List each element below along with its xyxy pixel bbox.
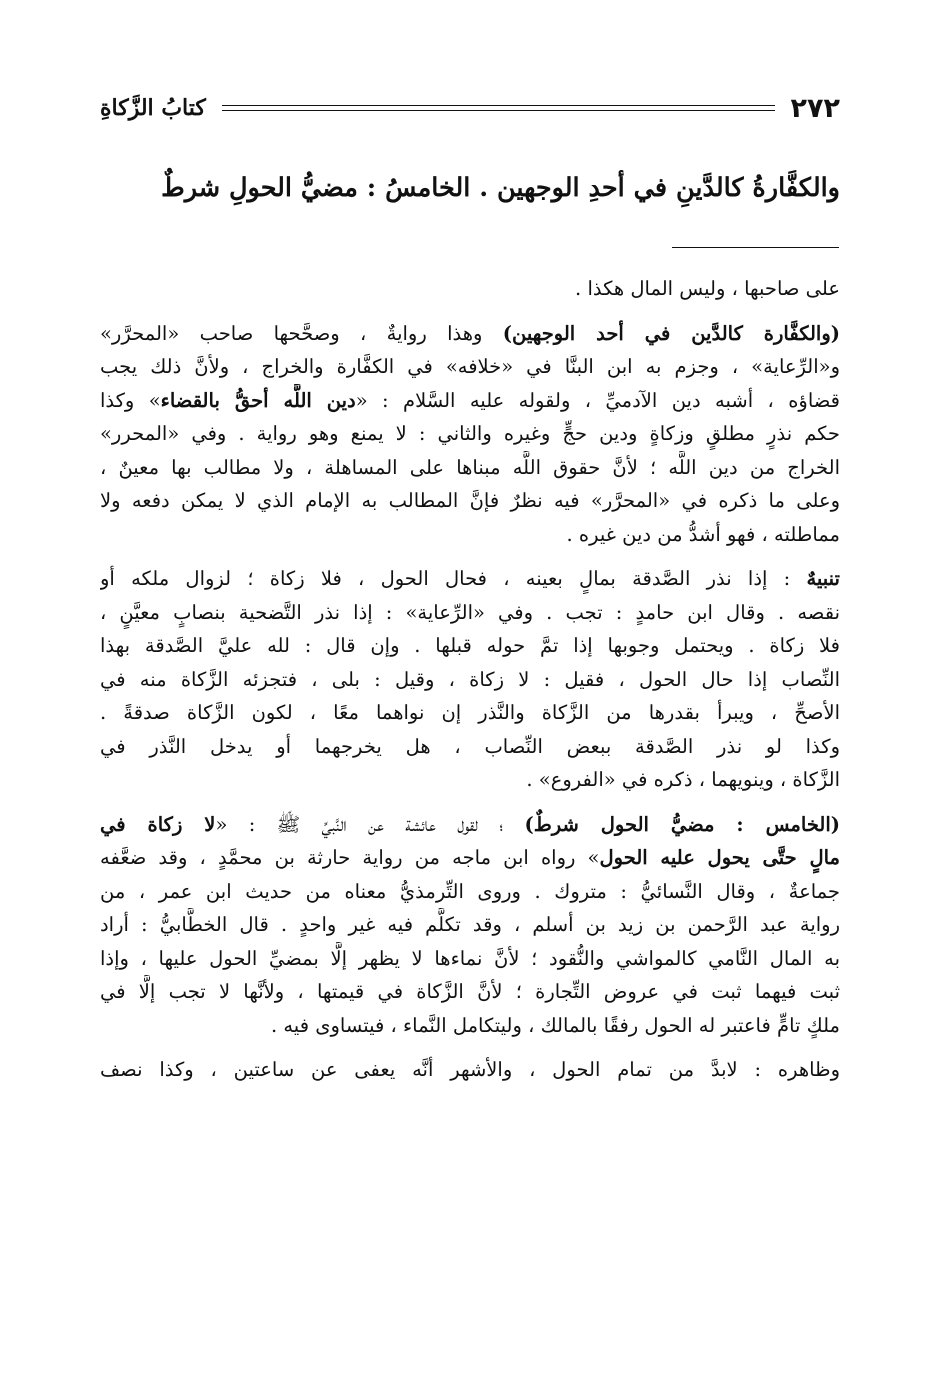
bold-segment: (الخامس : مضيُّ الحول شرطٌ) xyxy=(524,812,840,836)
bold-segment: دين اللَّه أحقُّ بالقضاء xyxy=(160,388,356,412)
text-line xyxy=(100,350,840,384)
bold-segment: تنبيهٌ xyxy=(806,567,840,590)
paragraph xyxy=(100,562,840,797)
text-line xyxy=(100,384,840,418)
text-segment: وعلى ما ذكره في «المحرَّر» فيه نظرٌ فإنَّ المطالب به الإمام الذي لا يمكن دفعه ولا xyxy=(100,489,840,512)
bold-segment: (والكفَّارة كالدَّين في أحد الوجهين) xyxy=(502,321,840,345)
text-line xyxy=(100,1009,840,1043)
text-segment: ؛ لقول عائشة عن النَّبيِّ ﷺ : « xyxy=(215,812,525,836)
text-segment: فلا زكاة . ويحتمل وجوبها إذا تمَّ حوله قبلها . وإن قال : لله عليَّ الصَّدقة بهذا xyxy=(100,634,840,657)
text-line xyxy=(100,1053,840,1087)
text-line xyxy=(100,975,840,1009)
header-rule xyxy=(222,105,775,111)
text-segment: وكذا لو نذر الصَّدقة ببعض النِّصاب ، هل يخرجهما أو يدخل النَّذر في xyxy=(100,734,840,758)
text-line xyxy=(100,596,840,630)
text-segment: قضاؤه ، أشبه دين الآدميِّ ، ولقوله عليه السَّلام : « xyxy=(355,388,840,412)
text-segment: و«الرِّعاية» ، وجزم به ابن البنَّا في «خلافه» في الكفَّارة والخراج ، ولأنَّ ذلك يجب xyxy=(100,355,840,378)
text-line xyxy=(100,272,840,306)
text-line xyxy=(100,730,840,764)
text-line xyxy=(100,484,840,518)
text-segment: جماعةٌ ، وقال النَّسائيُّ : متروك . وروى التِّرمذيُّ معناه من حديث ابن عمر ، من xyxy=(100,879,840,903)
text-line xyxy=(100,417,840,451)
text-segment: » رواه ابن ماجه من رواية حارثة بن محمَّدٍ ، وقد ضعَّفه xyxy=(100,846,600,869)
text-line xyxy=(100,451,840,485)
paragraph xyxy=(100,272,840,306)
matn-text: والكفَّارةُ كالدَّينِ في أحدِ الوجهين . الخامسُ : مضيُّ الحولِ شرطٌ xyxy=(161,173,840,203)
text-segment: وظاهره : لابدَّ من تمام الحول ، والأشهر أنَّه يعفى عن ساعتين ، وكذا نصف xyxy=(100,1058,840,1081)
text-segment: الأصحِّ ، ويبرأ بقدرها من الزَّكاة والنَّذر إن نواهما معًا ، لكون الزَّكاة صدقةً . xyxy=(100,701,840,724)
text-segment: به المال النَّامي كالمواشي والنُّقود ؛ لأنَّ نماءها لا يظهر إلَّا بمضيِّ الحول عليها ، وإذا xyxy=(100,946,840,970)
text-segment: مماطلته ، فهو أشدُّ من دين غيره . xyxy=(566,522,840,546)
bold-segment: لا زكاة في xyxy=(100,812,216,836)
text-segment: نقصه . وقال ابن حامدٍ : تجب . وفي «الرِّعاية» : إذا نذر التَّضحية بنصابٍ معيَّنٍ ، xyxy=(100,600,840,624)
page-number: ٢٧٢ xyxy=(790,92,840,124)
page-header xyxy=(100,88,840,128)
text-segment: ملكٍ تامٍّ فاعتبر له الحول رفقًا بالمالك ، وليتكامل النَّماء ، فيتساوى فيه . xyxy=(270,1013,840,1037)
text-segment: النِّصاب إذا حال الحول ، فقيل : لا زكاة ، وقيل : بلى ، فتجزئه الزَّكاة منه في xyxy=(100,667,840,691)
text-line xyxy=(100,518,840,552)
text-segment: حكم نذرٍ مطلقٍ وزكاةٍ ودين حجٍّ وغيره والثاني : لا يمنع وهو رواية . وفي «المحرر» xyxy=(100,422,840,445)
paragraph xyxy=(100,808,840,1043)
text-segment: رواية عبد الرَّحمن بن زيد بن أسلم ، وقد تكلَّم فيه غير واحدٍ . قال الخطَّابيُّ : أراد xyxy=(100,913,840,936)
text-line xyxy=(100,808,840,842)
text-line xyxy=(100,663,840,697)
text-segment: وهذا روايةٌ ، وصحَّحها صاحب «المحرَّر» xyxy=(100,321,503,345)
text-line xyxy=(100,875,840,909)
text-line xyxy=(100,841,840,875)
text-line xyxy=(100,317,840,351)
text-segment: : إذا نذر الصَّدقة بمالٍ بعينه ، فحال الحول ، فلا زكاة ؛ لزوال ملكه أو xyxy=(100,567,807,590)
text-segment: الخراج من دين اللَّه ؛ لأنَّ حقوق اللَّه مبناها على المساهلة ، ولا مطالب بها معينٌ ، xyxy=(100,455,840,479)
text-line xyxy=(100,562,840,596)
text-segment: » وكذا xyxy=(100,388,161,412)
text-line xyxy=(100,908,840,942)
paragraph xyxy=(100,317,840,552)
text-line xyxy=(100,942,840,976)
text-line xyxy=(100,629,840,663)
separator-rule xyxy=(672,247,839,248)
bold-segment: مالٍ حتَّى يحول عليه الحول xyxy=(599,846,840,869)
text-segment: ثبت فيهما ثبت في عروض التِّجارة ؛ لأنَّ الزَّكاة في قيمتها ، ولأنَّها لا تجب إلَّا في xyxy=(100,980,840,1003)
text-line xyxy=(100,763,840,797)
running-title: كتابُ الزَّكاةِ xyxy=(100,95,206,121)
paragraph xyxy=(100,1053,840,1087)
text-segment: على صاحبها ، وليس المال هكذا . xyxy=(575,277,840,300)
commentary-body xyxy=(100,272,840,1098)
text-segment: الزَّكاة ، وينويهما ، ذكره في «الفروع» . xyxy=(526,768,840,791)
text-line xyxy=(100,696,840,730)
